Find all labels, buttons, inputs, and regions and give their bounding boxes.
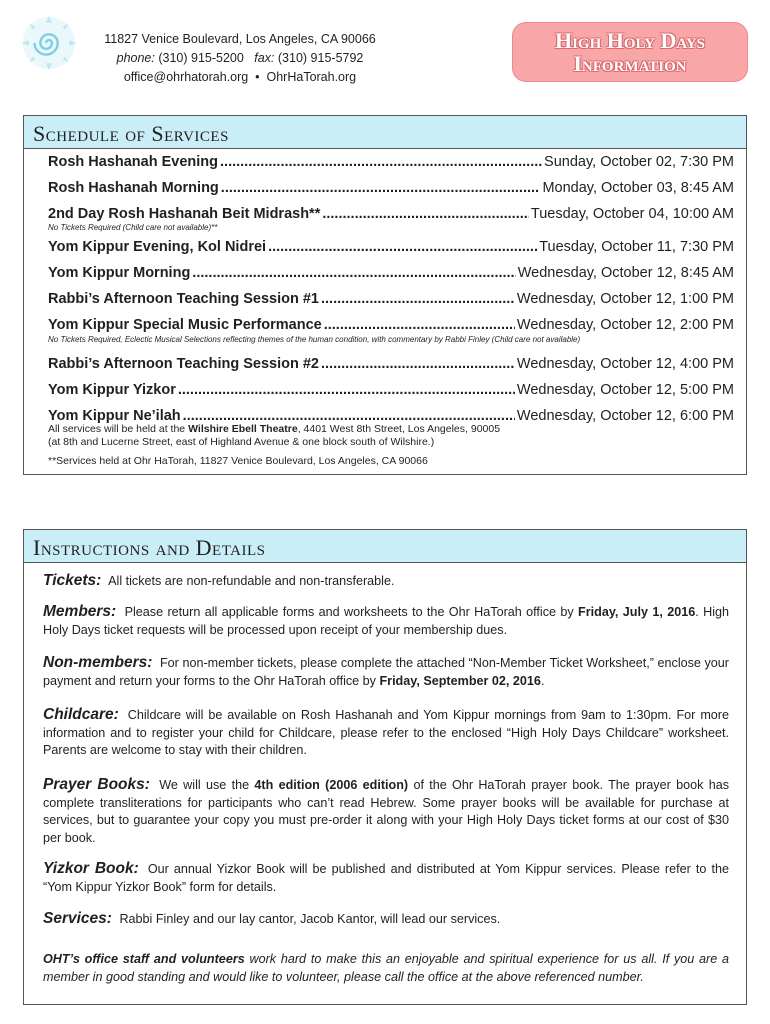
event-name: Yom Kippur Special Music Performance: [48, 317, 322, 333]
email-link[interactable]: office@ohrhatorah.org: [123, 70, 249, 84]
leader-dots: [220, 154, 542, 170]
prayer-books-text-end: of the Ohr HaTorah prayer book. The prayer book has complete transliterations for participants who can’t read Hebrew. Some prayer books will be available for purchase at services, but to guarantee your copy you must pre-order it along with your High Holy Days ticket forms at our cost of $30 per book.: [43, 778, 730, 845]
venue-directions: (at 8th and Lucerne Street, east of Highland Avenue & one block south of Wilshire.): [48, 436, 435, 448]
leader-dots: [321, 356, 515, 372]
nonmembers-paragraph: [43, 654, 729, 690]
prayer-books-paragraph: [43, 776, 729, 847]
leader-dots: [268, 239, 537, 255]
event-name: 2nd Day Rosh Hashanah Beit Midrash**: [48, 206, 321, 222]
leader-dots: [221, 180, 541, 196]
instructions-section: [23, 529, 747, 1005]
website-link[interactable]: OhrHaTorah.org: [266, 70, 357, 84]
schedule-row: [48, 206, 734, 222]
members-heading: Members:: [43, 603, 117, 620]
event-date: Sunday, October 02, 7:30 PM: [544, 154, 734, 170]
members-paragraph: [43, 603, 729, 639]
yizkor-book-paragraph: [43, 860, 729, 896]
tickets-paragraph: [43, 572, 729, 591]
email-web-line: [60, 68, 420, 87]
tickets-text: All tickets are non-refundable and non-transferable.: [108, 574, 395, 588]
nonmembers-text-end: .: [540, 673, 545, 688]
nonmembers-text: For non-member tickets, please complete the attached “Non-Member Ticket Worksheet,” enclose your payment and return your forms to the Ohr HaTorah office by: [43, 656, 729, 688]
badge-line-2: Information: [573, 51, 687, 76]
high-holy-days-badge: [512, 22, 748, 82]
event-date: Wednesday, October 12, 8:45 AM: [517, 265, 734, 281]
fax-number: (310) 915-5792: [277, 51, 364, 65]
schedule-section: [23, 115, 747, 475]
childcare-heading: Childcare:: [43, 706, 119, 723]
schedule-title: Schedule of Services: [33, 121, 229, 146]
prayer-books-heading: Prayer Books:: [43, 776, 150, 793]
fax-label: fax:: [254, 51, 275, 65]
leader-dots: [183, 408, 515, 424]
instructions-title: Instructions and Details: [33, 535, 266, 560]
schedule-row: [48, 265, 734, 281]
event-name: Yom Kippur Yizkor: [48, 382, 176, 398]
schedule-note: No Tickets Required, Eclectic Musical Selections reflecting themes of the human condition, with commentary by Rabbi Finley (Child care not available): [48, 335, 581, 344]
leader-dots: [192, 265, 515, 281]
childcare-paragraph: [43, 706, 729, 760]
event-date: Monday, October 03, 8:45 AM: [542, 180, 734, 196]
event-name: Rosh Hashanah Evening: [48, 154, 219, 170]
tickets-heading: Tickets:: [43, 572, 102, 589]
childcare-text: Childcare will be available on Rosh Hashanah and Yom Kippur mornings from 9am to 1:30pm. For more information and to register your child for Childcare, please refer to the enclosed “High Holy Days Childcare” worksheet. Parents are welcome to stay with their children.: [43, 708, 730, 757]
nonmembers-heading: Non-members:: [43, 654, 153, 671]
services-paragraph: [43, 910, 729, 929]
instructions-header: [24, 530, 746, 563]
phone-label: phone:: [116, 51, 155, 65]
venue-name: Wilshire Ebell Theatre: [188, 423, 298, 435]
schedule-row: [48, 317, 734, 333]
schedule-row: [48, 154, 734, 170]
schedule-row: [48, 291, 734, 307]
schedule-row: [48, 356, 734, 372]
event-date: Wednesday, October 12, 6:00 PM: [516, 408, 734, 424]
venue-note-text: All services will be held at the: [48, 423, 189, 435]
schedule-row: [48, 382, 734, 398]
leader-dots: [324, 317, 515, 333]
members-deadline: Friday, July 1, 2016: [578, 605, 696, 619]
event-date: Wednesday, October 12, 5:00 PM: [516, 382, 734, 398]
prayer-book-edition: 4th edition (2006 edition): [254, 778, 409, 792]
schedule-header: [24, 116, 746, 149]
event-name: Rosh Hashanah Morning: [48, 180, 219, 196]
event-name: Yom Kippur Evening, Kol Nidrei: [48, 239, 267, 255]
leader-dots: [322, 206, 529, 222]
leader-dots: [178, 382, 515, 398]
event-date: Wednesday, October 12, 2:00 PM: [516, 317, 734, 333]
event-name: Rabbi’s Afternoon Teaching Session #2: [48, 356, 319, 372]
event-name: Yom Kippur Ne’ilah: [48, 408, 181, 424]
event-date: Tuesday, October 11, 7:30 PM: [539, 239, 734, 255]
yizkor-book-text: Our annual Yizkor Book will be published and distributed at Yom Kippur services. Please refer to the “Yom Kippur Yizkor Book” form for details.: [43, 862, 730, 894]
venue-address: , 4401 West 8th Street, Los Angeles, 90005: [297, 423, 501, 435]
event-date: Tuesday, October 04, 10:00 AM: [530, 206, 734, 222]
schedule-row: [48, 239, 734, 255]
services-text: Rabbi Finley and our lay cantor, Jacob Kantor, will lead our services.: [119, 912, 501, 926]
address-line: 11827 Venice Boulevard, Los Angeles, CA 90066: [104, 32, 376, 46]
members-text-end: . High Holy Days ticket requests will be processed upon receipt of your membership dues.: [43, 605, 730, 637]
schedule-row: [48, 408, 734, 424]
volunteer-paragraph: [43, 951, 729, 986]
phone-number: (310) 915-5200: [158, 51, 244, 65]
nonmembers-deadline: Friday, September 02, 2016: [379, 673, 541, 688]
members-text: Please return all applicable forms and worksheets to the Ohr HaTorah office by: [124, 605, 579, 619]
phone-fax-line: [60, 49, 420, 68]
event-name: Rabbi’s Afternoon Teaching Session #1: [48, 291, 319, 307]
separator-dot: •: [255, 70, 260, 84]
schedule-row: [48, 180, 734, 196]
schedule-note: No Tickets Required (Child care not available)**: [48, 223, 218, 232]
contact-block: [60, 30, 420, 87]
event-date: Wednesday, October 12, 1:00 PM: [516, 291, 734, 307]
leader-dots: [321, 291, 515, 307]
volunteer-lead: OHT’s office staff and volunteers: [43, 952, 245, 966]
event-date: Wednesday, October 12, 4:00 PM: [516, 356, 734, 372]
yizkor-book-heading: Yizkor Book:: [43, 860, 139, 877]
badge-line-1: High Holy Days: [554, 28, 706, 53]
alt-venue-note: **Services held at Ohr HaTorah, 11827 Venice Boulevard, Los Angeles, CA 90066: [48, 455, 428, 467]
prayer-books-text: We will use the: [159, 778, 255, 792]
services-heading: Services:: [43, 910, 112, 927]
venue-note: [48, 423, 500, 435]
event-name: Yom Kippur Morning: [48, 265, 191, 281]
volunteer-text: work hard to make this an enjoyable and spiritual experience for us all. If you are a member in good standing and would like to volunteer, please call the office at the above referenced number.: [43, 952, 729, 984]
